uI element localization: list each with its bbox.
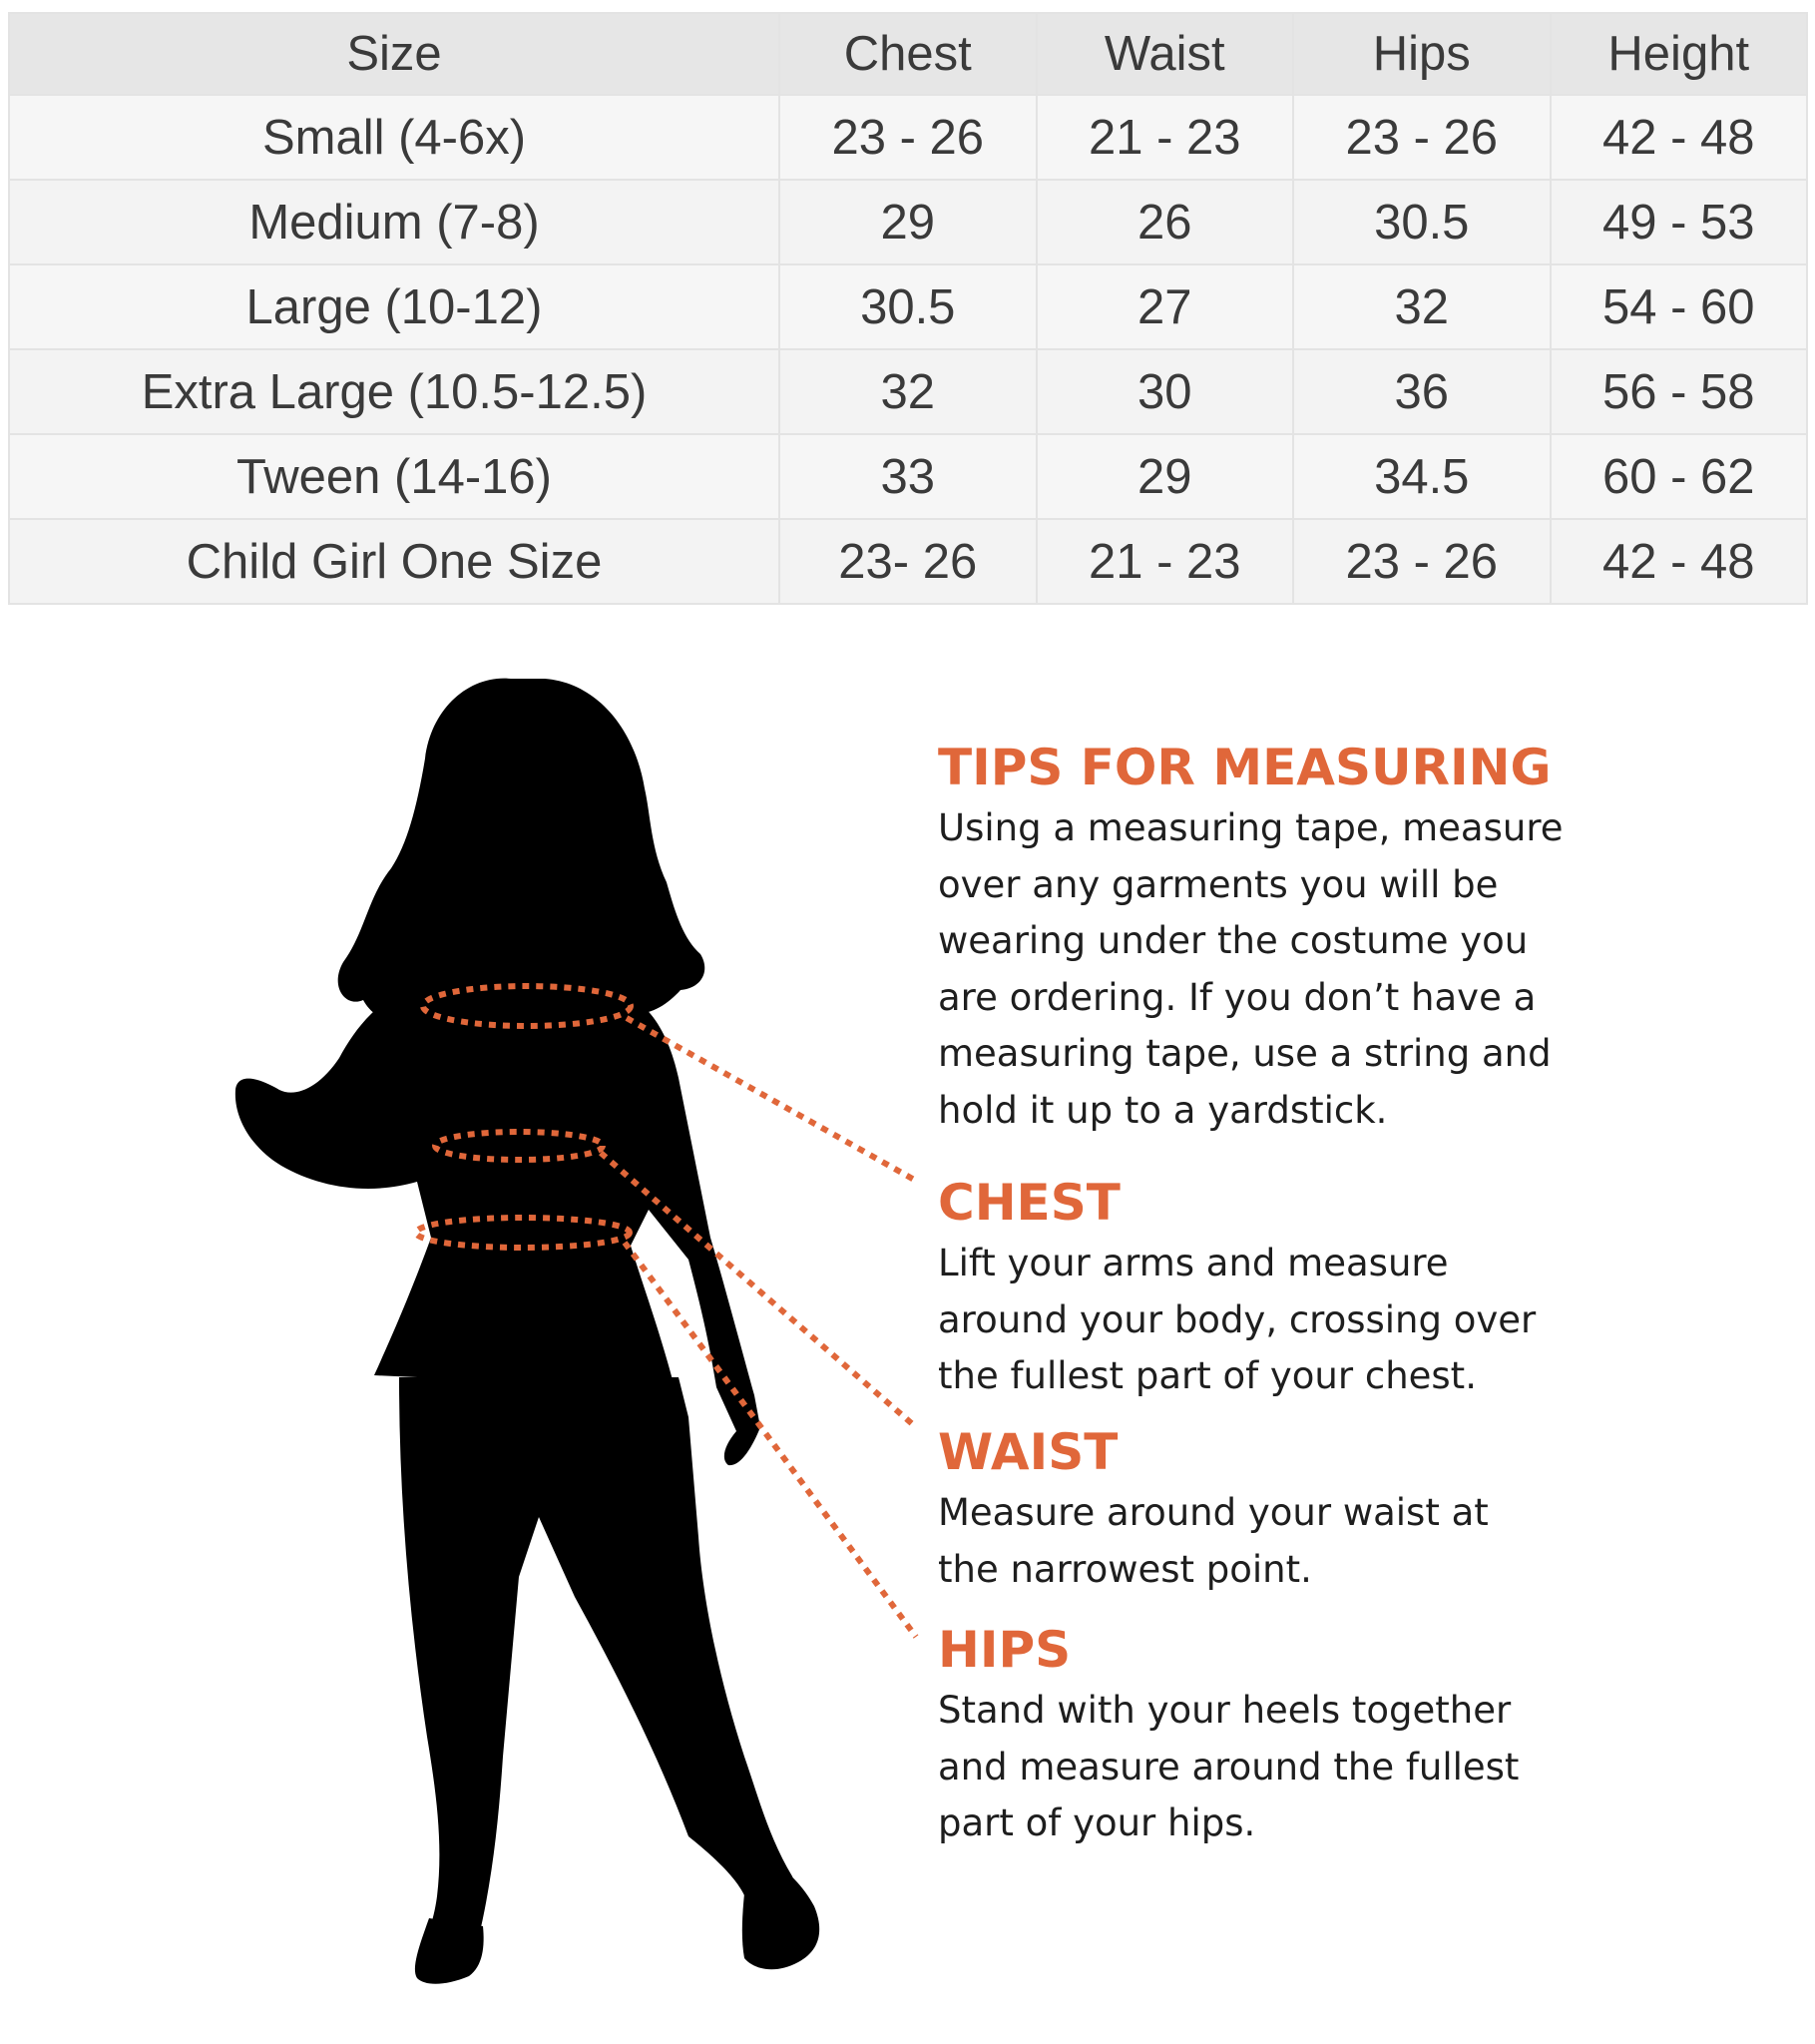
size-cell: Child Girl One Size: [9, 519, 779, 604]
table-row: [9, 519, 1807, 604]
chest-cell: 23- 26: [779, 519, 1037, 604]
chest-cell: 32: [779, 349, 1037, 434]
table-row: [9, 434, 1807, 519]
waist-cell: 26: [1037, 180, 1294, 264]
table-row: [9, 264, 1807, 349]
height-cell: 42 - 48: [1551, 519, 1808, 604]
chest-tip-section: [938, 1174, 1796, 1405]
chest-cell: 33: [779, 434, 1037, 519]
size-cell: Extra Large (10.5-12.5): [9, 349, 779, 434]
hips-cell: 23 - 26: [1293, 95, 1551, 180]
hips-heading: HIPS: [938, 1621, 1072, 1679]
waist-cell: 21 - 23: [1037, 95, 1294, 180]
left-shoe-shape: [415, 1918, 484, 1984]
chest-tip-text: Lift your arms and measure around your body, crossing over the fullest part of your chest.: [938, 1242, 1537, 1397]
size-chart-table: [8, 12, 1808, 605]
girl-silhouette-icon: [0, 599, 958, 2036]
chest-cell: 23 - 26: [779, 95, 1037, 180]
waist-cell: 29: [1037, 434, 1294, 519]
hips-cell: 32: [1293, 264, 1551, 349]
size-cell: Tween (14-16): [9, 434, 779, 519]
size-cell: Medium (7-8): [9, 180, 779, 264]
hips-tip-text: Stand with your heels together and measure around the fullest part of your hips.: [938, 1689, 1520, 1844]
size-cell: Small (4-6x): [9, 95, 779, 180]
tips-heading: TIPS FOR MEASURING: [938, 739, 1552, 796]
hair-shape: [338, 679, 705, 1022]
height-cell: 56 - 58: [1551, 349, 1808, 434]
waist-cell: 27: [1037, 264, 1294, 349]
height-cell: 49 - 53: [1551, 180, 1808, 264]
column-header-hips: Hips: [1293, 13, 1551, 95]
height-cell: 54 - 60: [1551, 264, 1808, 349]
table-row: [9, 180, 1807, 264]
chest-cell: 30.5: [779, 264, 1037, 349]
column-header-waist: Waist: [1037, 13, 1294, 95]
hips-cell: 23 - 26: [1293, 519, 1551, 604]
chest-cell: 29: [779, 180, 1037, 264]
waist-cell: 30: [1037, 349, 1294, 434]
height-cell: 60 - 62: [1551, 434, 1808, 519]
hips-cell: 36: [1293, 349, 1551, 434]
column-header-height: Height: [1551, 13, 1808, 95]
waist-tip-text: Measure around your waist at the narrowest point.: [938, 1491, 1489, 1591]
hips-cell: 30.5: [1293, 180, 1551, 264]
column-header-chest: Chest: [779, 13, 1037, 95]
size-cell: Large (10-12): [9, 264, 779, 349]
table-row: [9, 349, 1807, 434]
table-row: [9, 95, 1807, 180]
waist-heading: WAIST: [938, 1423, 1119, 1481]
tips-intro-text: Using a measuring tape, measure over any garments you will be wearing under the costume you are ordering. If you don’t have a measuring tape, use a string and hold it up to a yardstick.: [938, 806, 1564, 1132]
table-header-row: [9, 13, 1807, 95]
right-shoe-shape: [742, 1860, 819, 1969]
hips-cell: 34.5: [1293, 434, 1551, 519]
waist-tip-section: [938, 1423, 1796, 1598]
chest-heading: CHEST: [938, 1174, 1121, 1232]
height-cell: 42 - 48: [1551, 95, 1808, 180]
waist-cell: 21 - 23: [1037, 519, 1294, 604]
legs-shape: [399, 1377, 805, 1982]
tips-intro-section: [938, 739, 1796, 1139]
column-header-size: Size: [9, 13, 779, 95]
hips-tip-section: [938, 1621, 1796, 1852]
silhouette-body: [235, 679, 819, 1984]
